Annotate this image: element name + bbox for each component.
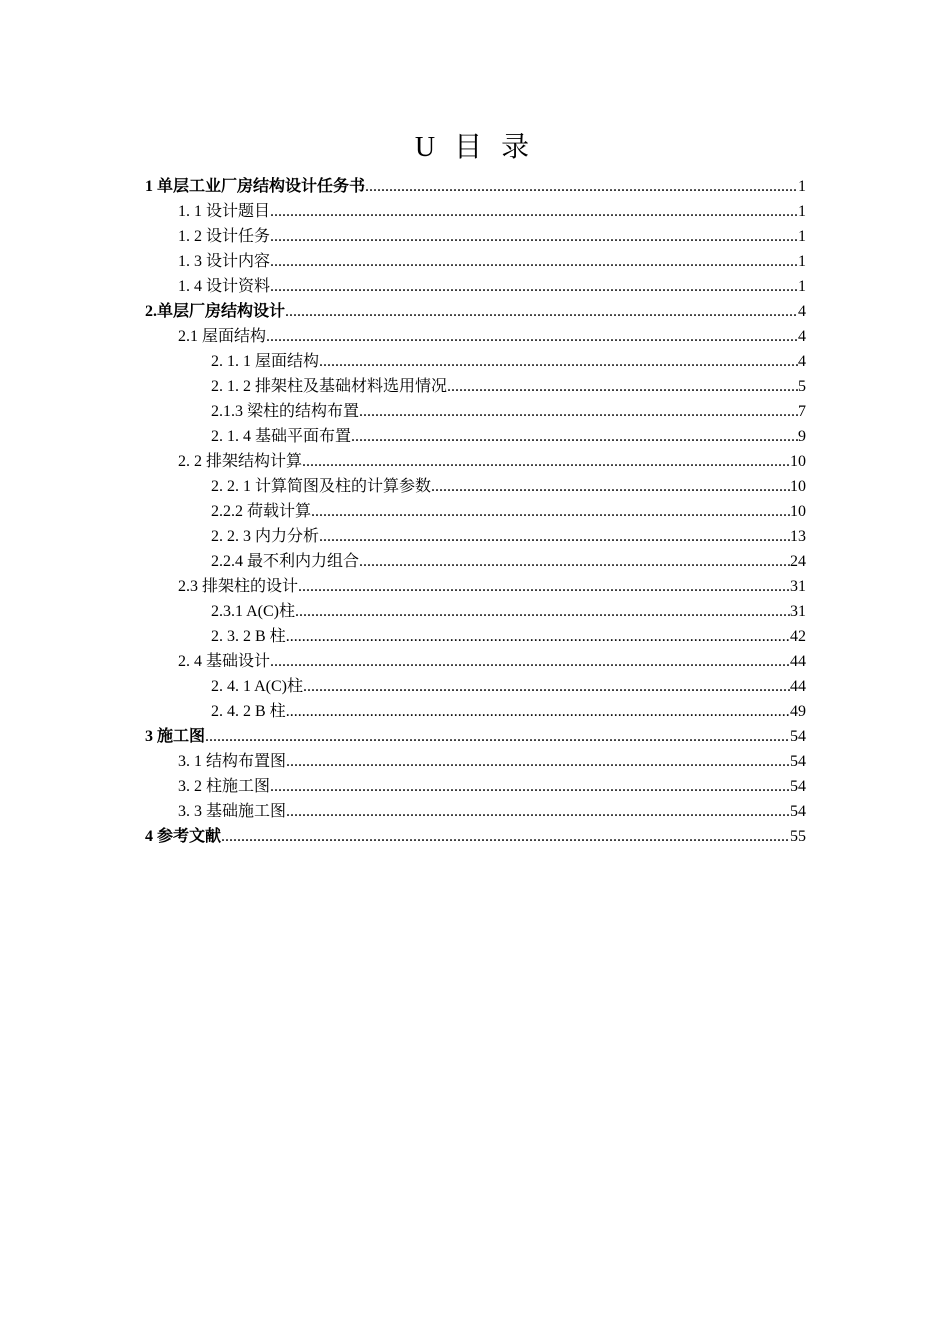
toc-page-number: 9 — [798, 428, 806, 445]
toc-dot-leader — [311, 499, 790, 524]
toc-entry-text: 2.3 排架柱的设计 — [178, 578, 299, 595]
toc-entry[interactable] — [145, 374, 806, 399]
toc-entry-text: 2. 4. 2 B 柱 — [211, 703, 286, 720]
toc-entry[interactable] — [145, 174, 806, 199]
toc-dot-leader — [266, 324, 798, 349]
toc-entry-text: 2.单层厂房结构设计 — [145, 303, 286, 320]
toc-entry[interactable] — [145, 449, 806, 474]
toc-page-number: 4 — [798, 328, 806, 345]
toc-entry[interactable] — [145, 249, 806, 274]
toc-page-number: 24 — [790, 553, 806, 570]
toc-entry-text: 1. 1 设计题目 — [178, 203, 271, 220]
toc-dot-leader — [302, 449, 790, 474]
toc-entry-text: 1. 2 设计任务 — [178, 228, 271, 245]
toc-entry-text: 2.1 屋面结构 — [178, 328, 267, 345]
toc-dot-leader — [303, 674, 790, 699]
toc-page-number: 10 — [790, 503, 806, 520]
toc-title: U 目 录 — [414, 132, 536, 163]
toc-dot-leader — [270, 224, 798, 249]
toc-dot-leader — [359, 399, 798, 424]
toc-page-number: 1 — [798, 228, 806, 245]
toc-entry-text: 1. 3 设计内容 — [178, 253, 271, 270]
toc-entry-text: 2. 1. 4 基础平面布置 — [211, 428, 352, 445]
toc-entry[interactable] — [145, 224, 806, 249]
toc-entry-text: 2. 4 基础设计 — [178, 653, 271, 670]
toc-entry-text: 2. 1. 2 排架柱及基础材料选用情况 — [211, 378, 448, 395]
toc-page-number: 42 — [790, 628, 806, 645]
toc-page-number: 31 — [790, 578, 806, 595]
toc-page-number: 44 — [790, 653, 806, 670]
toc-entry[interactable] — [145, 524, 806, 549]
toc-dot-leader — [286, 624, 790, 649]
toc-page-number: 49 — [790, 703, 806, 720]
toc-page-number: 54 — [790, 778, 806, 795]
toc-page-number: 54 — [790, 753, 806, 770]
toc-dot-leader — [319, 524, 790, 549]
toc-entry[interactable] — [145, 699, 806, 724]
toc-entry-text: 1 单层工业厂房结构设计任务书 — [145, 178, 366, 195]
toc-dot-leader — [286, 699, 790, 724]
toc-entry-text: 2. 2. 3 内力分析 — [211, 528, 320, 545]
toc-entry[interactable] — [145, 424, 806, 449]
toc-page-number: 7 — [798, 403, 806, 420]
toc-entry[interactable] — [145, 749, 806, 774]
toc-page-number: 1 — [798, 178, 806, 195]
toc-dot-leader — [270, 774, 790, 799]
toc-entry-text: 4 参考文献 — [145, 828, 222, 845]
toc-dot-leader — [298, 574, 790, 599]
toc-entry[interactable] — [145, 824, 806, 849]
toc-dot-leader — [270, 649, 790, 674]
toc-dot-leader — [205, 724, 790, 749]
toc-page-number: 4 — [798, 303, 806, 320]
toc-entry-text: 3. 1 结构布置图 — [178, 753, 287, 770]
toc-page-number: 55 — [790, 828, 806, 845]
toc-entry[interactable] — [145, 199, 806, 224]
toc-dot-leader — [447, 374, 798, 399]
toc-dot-leader — [286, 749, 790, 774]
toc-entry[interactable] — [145, 499, 806, 524]
toc-entry[interactable] — [145, 349, 806, 374]
toc-dot-leader — [270, 249, 798, 274]
toc-entry[interactable] — [145, 324, 806, 349]
toc-entry[interactable] — [145, 674, 806, 699]
toc-entry-text: 2.2.2 荷载计算 — [211, 503, 312, 520]
toc-entry-text: 2. 1. 1 屋面结构 — [211, 353, 320, 370]
toc-page-number: 1 — [798, 253, 806, 270]
toc-dot-leader — [319, 349, 798, 374]
toc-entry[interactable] — [145, 649, 806, 674]
toc-entry-text: 2.3.1 A(C)柱 — [211, 603, 296, 620]
toc-entry-text: 2. 2. 1 计算简图及柱的计算参数 — [211, 478, 432, 495]
toc-page-number: 54 — [790, 803, 806, 820]
toc-page-number: 5 — [798, 378, 806, 395]
toc-dot-leader — [365, 174, 798, 199]
toc-entry-text: 2.2.4 最不利内力组合 — [211, 553, 360, 570]
toc-entry[interactable] — [145, 774, 806, 799]
toc-entry-text: 2.1.3 梁柱的结构布置 — [211, 403, 360, 420]
toc-entry-text: 2. 2 排架结构计算 — [178, 453, 303, 470]
toc-page-number: 44 — [790, 678, 806, 695]
toc-dot-leader — [359, 549, 790, 574]
toc-page-number: 31 — [790, 603, 806, 620]
toc-entry[interactable] — [145, 799, 806, 824]
toc-page-number: 4 — [798, 353, 806, 370]
toc-entry[interactable] — [145, 624, 806, 649]
toc-dot-leader — [270, 199, 798, 224]
toc-entry-text: 3 施工图 — [145, 728, 206, 745]
table-of-contents — [145, 174, 806, 849]
toc-page-number: 1 — [798, 278, 806, 295]
toc-dot-leader — [285, 299, 798, 324]
toc-entry-text: 2. 4. 1 A(C)柱 — [211, 678, 304, 695]
toc-entry[interactable] — [145, 299, 806, 324]
toc-page-number: 1 — [798, 203, 806, 220]
toc-dot-leader — [295, 599, 790, 624]
toc-entry[interactable] — [145, 274, 806, 299]
toc-dot-leader — [270, 274, 798, 299]
toc-entry-text: 2. 3. 2 B 柱 — [211, 628, 286, 645]
toc-page-number: 13 — [790, 528, 806, 545]
toc-dot-leader — [351, 424, 798, 449]
toc-entry[interactable] — [145, 724, 806, 749]
toc-entry[interactable] — [145, 599, 806, 624]
toc-entry[interactable] — [145, 399, 806, 424]
toc-entry[interactable] — [145, 549, 806, 574]
toc-page-number: 54 — [790, 728, 806, 745]
toc-entry-text: 3. 2 柱施工图 — [178, 778, 271, 795]
toc-entry-text: 3. 3 基础施工图 — [178, 803, 287, 820]
toc-entry[interactable] — [145, 474, 806, 499]
toc-page-number: 10 — [790, 453, 806, 470]
toc-page-number: 10 — [790, 478, 806, 495]
toc-entry[interactable] — [145, 574, 806, 599]
toc-dot-leader — [221, 824, 790, 849]
toc-dot-leader — [431, 474, 790, 499]
toc-dot-leader — [286, 799, 790, 824]
toc-entry-text: 1. 4 设计资料 — [178, 278, 271, 295]
